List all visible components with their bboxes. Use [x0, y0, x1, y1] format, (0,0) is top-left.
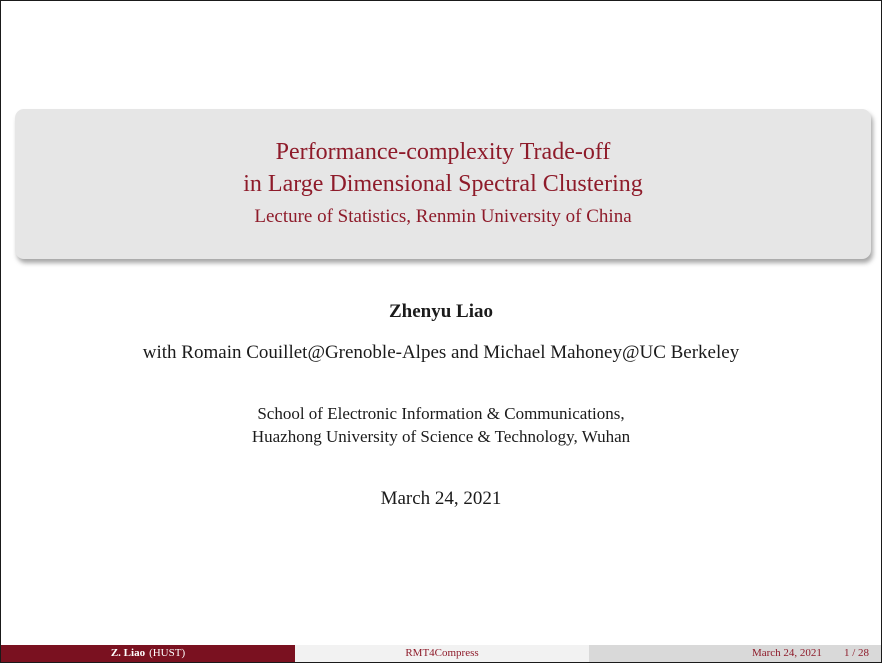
author-name: Zhenyu Liao [388, 301, 493, 322]
footer-author-name: Z. Liao [110, 647, 146, 659]
affiliation-line-2: Huazhong University of Science & Technology, Wuhan [251, 427, 631, 446]
affiliation-line-1: School of Electronic Information & Communications, [257, 404, 625, 423]
title-line-1: Performance-complexity Trade-off [275, 139, 611, 165]
footer-date-page [589, 645, 881, 662]
title-line-2: in Large Dimensional Spectral Clustering [243, 171, 643, 197]
subtitle: Lecture of Statistics, Renmin University of China [254, 206, 632, 227]
footer-short-title: RMT4Compress [295, 645, 589, 662]
footer-institution: (HUST) [149, 647, 186, 659]
footer-date: March 24, 2021 [751, 647, 822, 659]
slide-footer [1, 645, 881, 662]
title-block [15, 109, 871, 259]
coauthors: with Romain Couillet@Grenoble-Alpes and Michael Mahoney@UC Berkeley [142, 342, 740, 363]
footer-author [1, 645, 295, 662]
presentation-date: March 24, 2021 [380, 488, 502, 509]
page-number[interactable]: 1 / 28 [843, 647, 869, 659]
